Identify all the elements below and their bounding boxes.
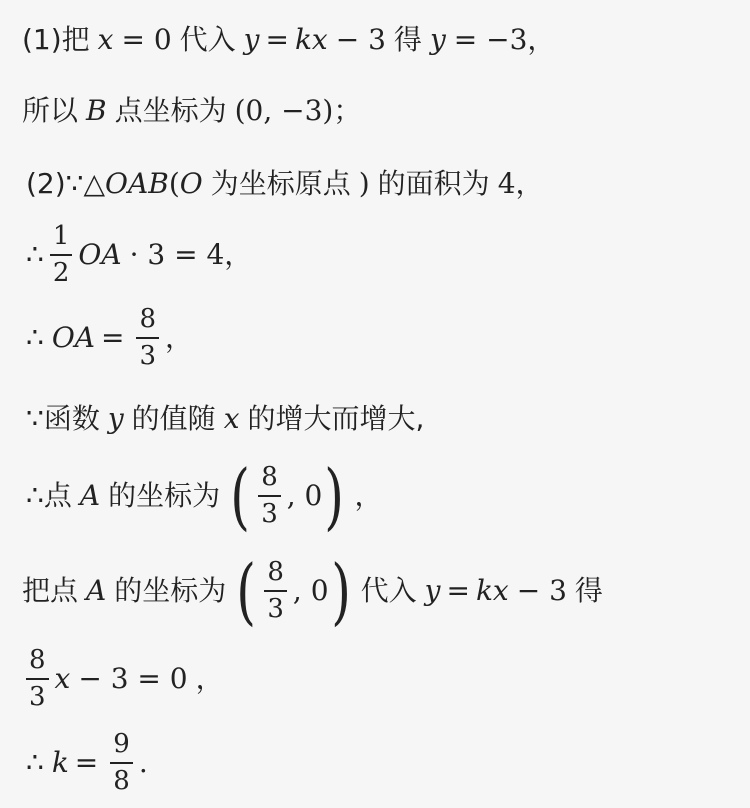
math-var: OAB: [105, 167, 169, 200]
fraction-numerator: 1: [52, 221, 70, 251]
text: 点坐标为: [114, 94, 227, 127]
fraction: [136, 305, 159, 370]
math-var: OA: [78, 237, 122, 271]
math-var: B: [86, 94, 107, 127]
text: 的坐标为: [108, 479, 221, 512]
fraction-denominator: 8: [113, 765, 130, 796]
left-paren: (: [236, 549, 257, 633]
math-var: y: [243, 23, 260, 56]
fraction-denominator: 3: [29, 681, 46, 712]
math-var: x: [223, 402, 240, 435]
math-op: =: [265, 23, 289, 56]
math-op: =: [446, 574, 470, 607]
punct: ，: [224, 237, 253, 271]
punct: ，: [515, 167, 544, 200]
fraction-denominator: 3: [139, 340, 157, 371]
punct: ；: [333, 94, 362, 127]
fraction: [258, 463, 281, 528]
math-var: A: [79, 479, 101, 512]
math-symbol: ): [358, 167, 370, 200]
math-symbol: ∵: [26, 402, 44, 435]
math-expr: = −3: [453, 23, 528, 56]
solution-line-4: [26, 222, 252, 287]
math-op: =: [74, 745, 99, 779]
solution-line-6: [26, 402, 425, 435]
math-expr: − 3: [516, 574, 567, 607]
text: 代入: [360, 574, 417, 607]
math-symbol: ∴: [26, 745, 44, 779]
text: 所以: [22, 94, 79, 127]
fraction-denominator: 2: [52, 257, 70, 288]
math-var: y: [429, 23, 446, 56]
math-var: y: [107, 402, 124, 435]
math-expr: − 3 = 0: [78, 661, 188, 695]
solution-line-10: [26, 730, 148, 795]
fraction-numerator: 8: [267, 557, 284, 588]
math-symbol: ∴: [26, 479, 44, 512]
text: 把点: [22, 574, 79, 607]
punct: ，: [195, 661, 224, 695]
text: 的坐标为: [114, 574, 227, 607]
fraction-numerator: 9: [113, 729, 130, 759]
left-paren: (: [230, 454, 250, 538]
solution-line-3: [26, 167, 544, 200]
math-expr: , 0: [286, 479, 323, 512]
math-var: x: [54, 661, 71, 695]
fraction-denominator: 3: [267, 594, 284, 624]
solution-line-2: [22, 94, 362, 127]
text: 的面积为: [377, 167, 490, 200]
math-number: 4: [497, 167, 516, 200]
fraction: [50, 222, 73, 287]
math-expr: · 3 = 4: [129, 237, 225, 271]
solution-line-8: [22, 549, 603, 633]
math-var: A: [86, 574, 107, 607]
solution-line-5: [26, 305, 193, 370]
math-var: kx: [475, 574, 509, 607]
punct: ，: [165, 320, 194, 354]
fraction: [264, 558, 287, 623]
punct: ，: [527, 23, 556, 56]
text: 函数: [43, 402, 100, 435]
math-var: k: [51, 745, 69, 779]
right-paren: ): [324, 454, 345, 538]
triangle-symbol: △: [83, 167, 106, 200]
math-expr: (0, −3): [234, 94, 334, 127]
punct: ，: [354, 479, 383, 512]
text: 为坐标原点: [210, 167, 351, 200]
text: (1)把: [22, 23, 90, 56]
math-var: kx: [294, 23, 328, 56]
right-paren: ): [330, 549, 351, 633]
math-op: =: [101, 320, 125, 354]
math-expr: , 0: [292, 574, 329, 607]
math-symbol: ∴: [26, 237, 44, 271]
math-expr: = 0: [121, 23, 172, 56]
fraction: [110, 730, 133, 795]
fraction: [26, 646, 49, 711]
math-var: y: [424, 574, 441, 607]
punct: .: [138, 745, 148, 779]
math-symbol: ∵: [65, 167, 84, 200]
text: 的增大而增大,: [247, 402, 425, 435]
fraction-denominator: 3: [261, 499, 278, 529]
fraction-numerator: 8: [29, 645, 46, 675]
math-var: x: [97, 23, 114, 56]
solution-line-7: [26, 454, 383, 538]
text: 代入: [179, 23, 236, 56]
math-var: O: [179, 167, 203, 200]
math-symbol: (: [168, 167, 180, 200]
text: 点: [43, 479, 72, 512]
math-expr: − 3: [335, 23, 386, 56]
text: 得: [393, 23, 422, 56]
text: 得: [574, 574, 603, 607]
text: (2): [26, 167, 66, 200]
math-symbol: ∴: [26, 320, 44, 354]
text: 的值随: [131, 402, 216, 435]
fraction-numerator: 8: [139, 304, 157, 334]
solution-line-1: [22, 23, 556, 56]
solution-line-9: [20, 646, 224, 711]
math-var: OA: [51, 320, 96, 354]
fraction-numerator: 8: [261, 462, 278, 493]
